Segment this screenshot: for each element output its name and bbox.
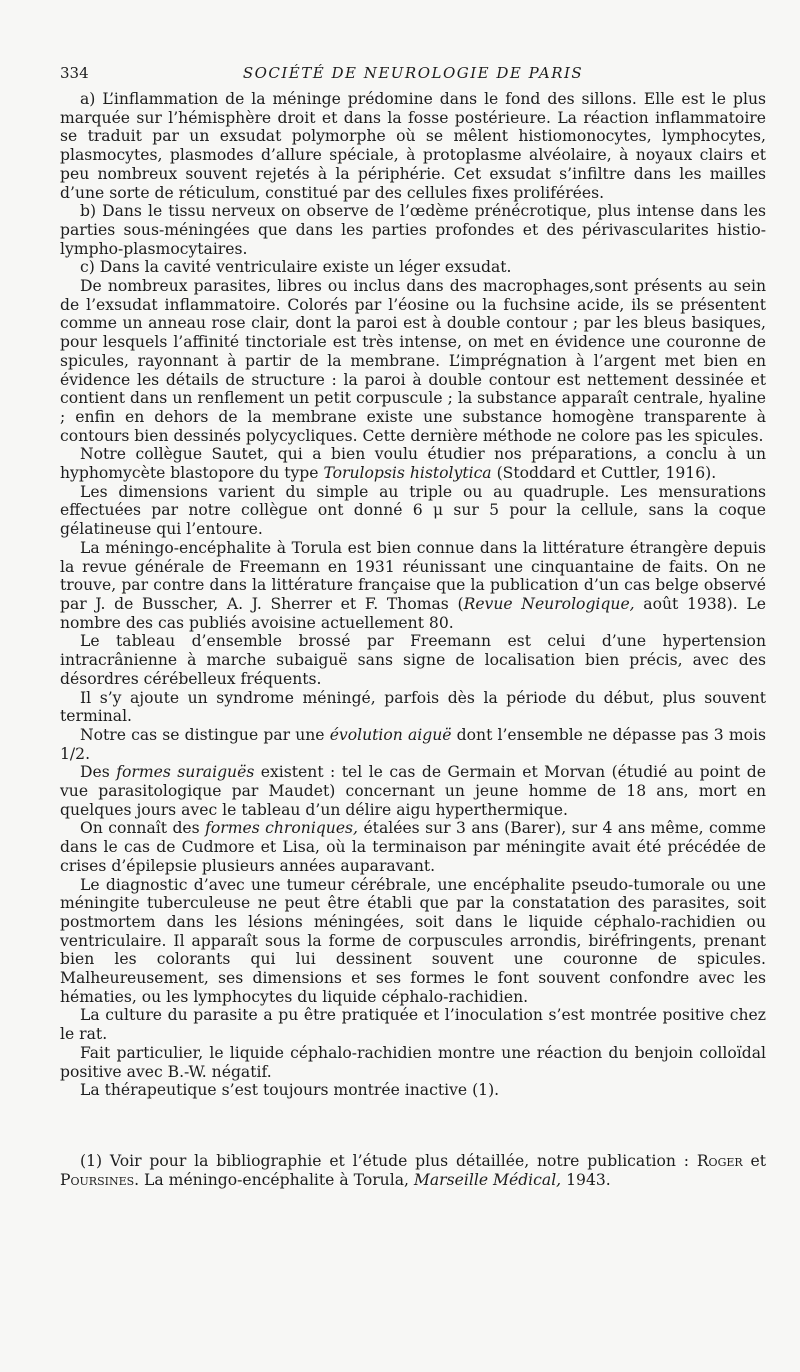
paragraph-text: dont l’ensemble ne dépasse pas 3 mois 1/2. <box>60 725 766 763</box>
footnote-text: . La méningo-encéphalite à Torula, <box>134 1170 414 1189</box>
species-name: Torulopsis histolytica <box>323 464 492 483</box>
paragraph: La culture du parasite a pu être pratiquée et l’inoculation s’est montrée positive chez le rat. <box>60 1006 766 1044</box>
footnote-author: Poursines <box>60 1170 135 1189</box>
paragraph-text: août 1938). Le nombre des cas publiés avoisine actuellement 80. <box>60 594 766 632</box>
footnote-journal: Marseille Médical, <box>413 1170 562 1189</box>
footnote-text: (1) Voir pour la bibliographie et l’étude plus détaillée, notre publication : <box>80 1151 697 1170</box>
journal-name: Revue Neurologique, <box>463 594 635 613</box>
paragraph <box>60 763 766 819</box>
paragraph-text: La méningo-encéphalite à Torula est bien connue dans la littérature étrangère depuis la revue générale de Freemann en 1931 réunissant une cinquantaine de faits. On ne trouve, par contre dans la littérature française que la publication d’un cas belge observé par J. de Busscher, A. J. Sherrer et F. Thomas ( <box>60 538 766 613</box>
paragraph <box>60 445 766 482</box>
footnote-text: et <box>742 1151 766 1170</box>
article-body <box>60 90 766 1100</box>
page-number: 334 <box>60 64 89 82</box>
emphasis: formes suraiguës <box>116 763 255 782</box>
footnote <box>60 1152 766 1189</box>
paragraph: Le tableau d’ensemble brossé par Freemann est celui d’une hypertension intracrânienne à marche subaiguë sans signe de localisation bien précis, avec des désordres cérébelleux fréquents. <box>60 632 766 688</box>
paragraph-text: existent : tel le cas de Germain et Morvan (étudié au point de vue parasitologique par Maudet) concernant un jeune homme de 18 ans, mort en quelques jours avec le tableau d’un délire aigu hyperthermique. <box>60 763 766 819</box>
footnote-year: 1943. <box>561 1170 611 1189</box>
paragraph: Il s’y ajoute un syndrome méningé, parfois dès la période du début, plus souvent terminal. <box>60 688 766 726</box>
page <box>60 62 766 1189</box>
running-title: SOCIÉTÉ DE NEUROLOGIE DE PARIS <box>242 64 584 82</box>
paragraph <box>60 726 766 763</box>
paragraph-text: On connaît des <box>80 819 200 838</box>
paragraph: Fait particulier, le liquide céphalo-rachidien montre une réaction du benjoin colloïdal positive avec B.-W. négatif. <box>60 1043 766 1081</box>
emphasis: évolution aiguë <box>329 725 452 744</box>
paragraph: b) Dans le tissu nerveux on observe de l’œdème prénécrotique, plus intense dans les parties sous-méningées que dans les parties profondes et des périvascularites histio-lympho-plasmocytaires. <box>60 202 766 258</box>
paragraph: Les dimensions varient du simple au triple ou au quadruple. Les mensurations effectuées par notre collègue ont donné 6 μ sur 5 pour la cellule, sans la coque gélatineuse qui l’entoure. <box>60 482 766 539</box>
paragraph: a) L’inflammation de la méninge prédomine dans le fond des sillons. Elle est le plus marquée sur l’hémisphère droit et dans la fosse postérieure. La réaction inflammatoire se traduit par un exsudat polymorphe où se mêlent histiomonocytes, lymphocytes, plasmocytes, plasmodes d’allure spéciale, à protoplasme alvéolaire, à noyaux clairs et peu nombreux souvent rejetés à la périphérie. Cet exsudat s’infiltre dans les mailles d’une sorte de réticulum, constitué par des cellules fixes proliférées. <box>60 90 766 202</box>
paragraph: c) Dans la cavité ventriculaire existe un léger exsudat. <box>80 258 512 277</box>
paragraph <box>60 819 766 875</box>
paragraph-text: Des <box>80 763 110 782</box>
paragraph <box>60 539 766 633</box>
paragraph-text: Notre collègue Sautet, qui a bien voulu étudier nos préparations, a conclu à un hyphomycète blastopore du type <box>60 445 766 483</box>
footnote-author: Roger <box>696 1151 743 1170</box>
paragraph: Le diagnostic d’avec une tumeur cérébrale, une encéphalite pseudo-tumorale ou une méningite tuberculeuse ne peut être établi que par la constatation des parasites, soit postmortem dans les lésions méningées, soit dans le liquide céphalo-rachidien ou ventriculaire. Il apparaît sous la forme de corpuscules arrondis, biréfringents, prenant bien les colorants qui lui dessinent souvent une couronne de spicules. Malheureusement, ses dimensions et ses formes le font souvent confondre avec les hématies, ou les lymphocytes du liquide céphalo-rachidien. <box>60 875 766 1006</box>
paragraph: De nombreux parasites, libres ou inclus dans des macrophages,sont présents au sein de l’exsudat inflammatoire. Colorés par l’éosine ou la fuchsine acide, ils se présentent comme un anneau rose clair, dont la paroi est à double contour ; par les bleus basiques, pour lesquels l’affinité tinctoriale est très intense, on met en évidence une couronne de spicules, rayonnant à partir de la membrane. L’imprégnation à l’argent met bien en évidence les détails de structure : la paroi à double contour est nettement dessinée et contient dans un renflement un petit corpuscule ; la substance apparaît centrale, hyaline ; enfin en dehors de la membrane existe une substance homogène transparente à contours bien dessinés polycycliques. Cette dernière méthode ne colore pas les spicules. <box>60 277 766 445</box>
paragraph-text: (Stoddard et Cuttler, 1916). <box>491 464 717 483</box>
paragraph-text: étalées sur 3 ans (Barer), sur 4 ans même, comme dans le cas de Cudmore et Lisa, où la terminaison par méningite avait été précédée de crises d’épilepsie plusieurs années auparavant. <box>60 819 766 875</box>
emphasis: formes chroniques, <box>205 819 359 838</box>
paragraph: La thérapeutique s’est toujours montrée inactive (1). <box>80 1081 500 1100</box>
paragraph-text: Notre cas se distingue par une <box>80 725 325 744</box>
page-header <box>60 62 766 90</box>
